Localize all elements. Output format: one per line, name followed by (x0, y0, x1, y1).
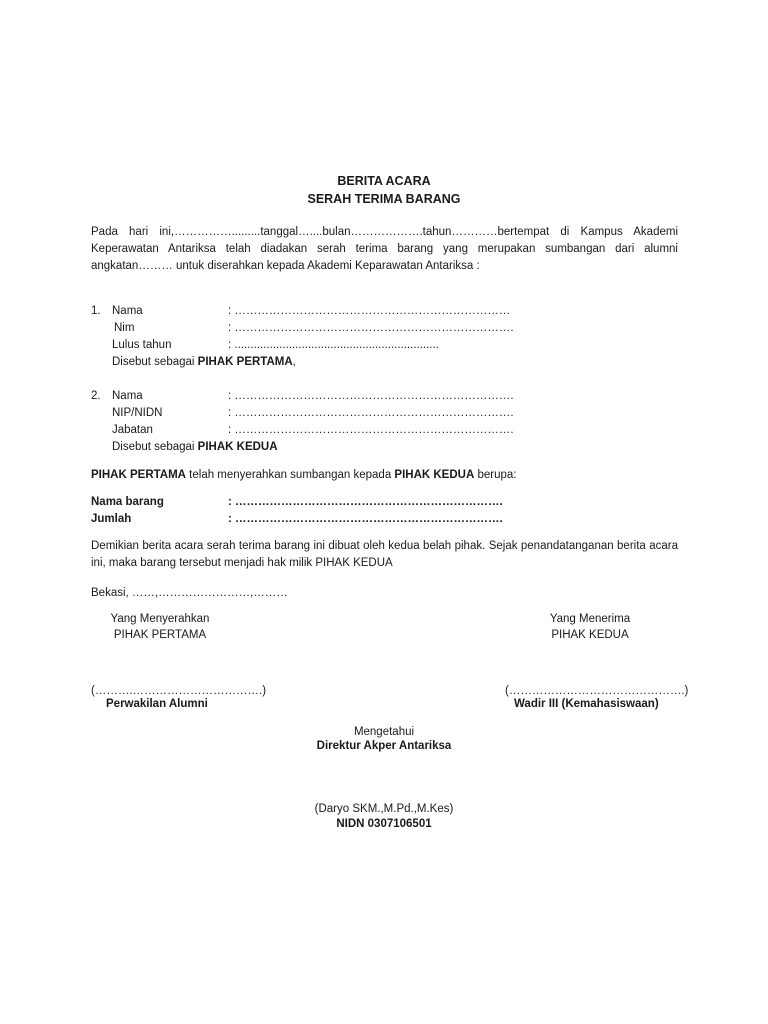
acknowledge-label: Mengetahui (353, 726, 415, 738)
goods-qty-label: Jumlah (91, 513, 132, 525)
party-one-name-value: : ……………………………………………………………… (228, 305, 511, 317)
party-one-year-value: : ................................................................ (228, 339, 439, 351)
party-one-name-label: Nama (112, 305, 143, 317)
acknowledge-nidn: NIDN 0307106501 (336, 818, 432, 830)
party-two-desc-prefix: Disebut sebagai (112, 441, 198, 453)
party-two-name-value: : ………………………………………………………………. (228, 390, 514, 402)
right-signer-name: Wadir III (Kemahasiswaan) (514, 698, 659, 710)
closing-paragraph: Demikian berita acara serah terima barang ini dibuat oleh kedua belah pihak. Sejak penandatanganan berita acara ini, maka barang tersebut menjadi hak milik PIHAK KEDUA (91, 540, 678, 569)
party-two-position-label: Jabatan (112, 424, 153, 436)
handover-statement (91, 467, 516, 483)
party-two-position-value: : ………………………………………………………………. (228, 424, 514, 436)
goods-qty-value: : ……………………………………………………………. (228, 513, 503, 525)
goods-name-value: : ……………………………………………………………. (228, 496, 503, 508)
right-signer-role: Yang Menerima (549, 613, 631, 625)
intro-paragraph: Pada hari ini,…………….........tanggal…....bulan……………….tahun…………bertempat di Kampus Akademi Keperawatan Antariksa telah diadakan serah terima barang yang merupakan sumbangan dari alumni angkatan……… untuk diserahkan kepada Akademi Keparawatan Antariksa : (91, 226, 678, 272)
party-two-name-label: Nama (112, 390, 143, 402)
party-one-nim-label: Nim (114, 322, 135, 334)
party-two-nip-value: : ………………………………………………………………. (228, 407, 514, 419)
left-signature-blank: (……….…………………………….) (91, 685, 267, 697)
party-two-number: 2. (91, 390, 101, 402)
acknowledge-name: (Daryo SKM.,M.Pd.,M.Kes) (314, 803, 454, 815)
right-signature-blank: (……………………………………….) (505, 685, 689, 697)
party-one-desc-bold: PIHAK PERTAMA (197, 356, 293, 368)
handover-text-one: telah menyerahkan sumbangan kepada (185, 469, 395, 481)
handover-party-one: PIHAK PERTAMA (91, 469, 186, 481)
document-subtitle: SERAH TERIMA BARANG (307, 192, 461, 206)
party-one-desc-prefix: Disebut sebagai (112, 356, 198, 368)
right-signer-party: PIHAK KEDUA (551, 629, 629, 641)
place-date: Bekasi, ……,……………………,……… (91, 587, 288, 599)
document-title: BERITA ACARA (337, 174, 431, 188)
party-one-number: 1. (91, 305, 101, 317)
party-two-description (112, 439, 278, 455)
party-one-year-label: Lulus tahun (112, 339, 172, 351)
left-signer-party: PIHAK PERTAMA (113, 629, 207, 641)
party-two-desc-bold: PIHAK KEDUA (197, 441, 278, 453)
acknowledge-position: Direktur Akper Antariksa (316, 740, 452, 752)
party-one-description (112, 354, 296, 370)
party-one-desc-suffix: , (292, 356, 296, 368)
handover-party-two: PIHAK KEDUA (394, 469, 475, 481)
handover-text-two: berupa: (474, 469, 517, 481)
goods-name-label: Nama barang (91, 496, 164, 508)
left-signer-role: Yang Menyerahkan (110, 613, 210, 625)
party-one-nim-value: : ………………………………………………………………. (228, 322, 514, 334)
left-signer-name: Perwakilan Alumni (106, 698, 208, 710)
party-two-nip-label: NIP/NIDN (112, 407, 163, 419)
